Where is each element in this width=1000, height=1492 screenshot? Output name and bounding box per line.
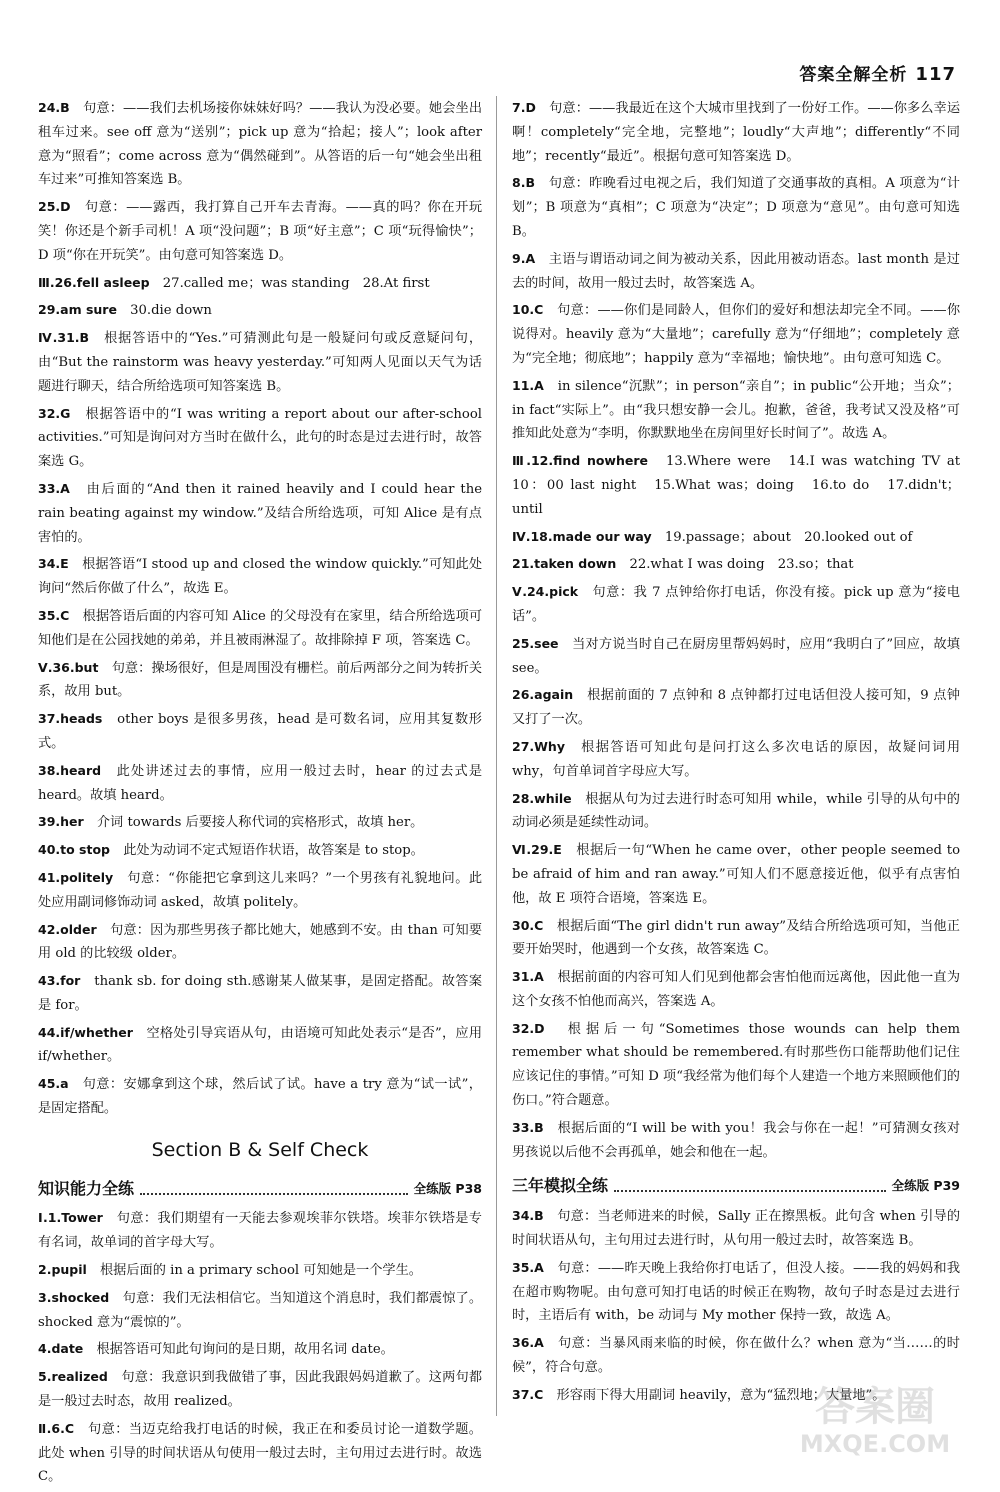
answer-label: 8.B [512,175,535,191]
answer-explanation: 根据从句为过去进行时态可知用 while，while 引导的从句中的动词必须是延续性动词。 [512,791,960,831]
answer-label: Ⅲ.26.fell asleep [38,274,150,290]
answer-label: 7.D [512,100,536,115]
answer-explanation: 30.die down [130,303,212,319]
section-bar-threeyear [512,1174,960,1198]
answer-label: 30.C [512,917,544,933]
answer-item [512,374,960,446]
answer-explanation: 13.Where were 14.I was watching TV at 10：00 last night 15.What was；doing 16.to do 17.didn't；until [512,454,961,517]
answer-label: 41.politely [38,869,114,885]
answer-label: 31.A [512,969,544,985]
answer-explanation: 根据答语后面的内容可知 Alice 的父母没有在家里，结合所给选项可知他们是在公园找她的弟弟，并且被雨淋湿了。故排除掉 F 项，答案选 C。 [38,608,483,648]
bar-reference: 全练版 P38 [413,1180,482,1196]
answer-label: 34.E [38,556,69,572]
answer-explanation: 根据后面的“I will be with you！我会与你在一起！”可猜测女孩对男孩说以后他不会再孤单，她会和他在一起。 [512,1120,961,1160]
answer-explanation: 句意：——昨天晚上我给你打电话了，但没人接。——我的妈妈和我在超市购物呢。由句意可知打电话的时候正在购物，故句子时态是过去进行时，主语后有 with，be 动词与 My mother 保持一致，故选 A。 [512,1260,961,1324]
answer-label: Ⅳ.18.made our way [512,528,652,544]
answer-item [38,1286,482,1335]
answer-label: 40.to stop [38,842,111,858]
answer-label: 44.if/whether [38,1024,133,1040]
answer-item [38,195,482,267]
answer-explanation: 根据答语可知此句是问打这么多次电话的原因，故疑问词用 why，句首单词首字母应大写。 [512,739,961,779]
answer-label: 38.heard [38,762,102,778]
answer-explanation: 句意：因为那些男孩子都比她大，她感到不安。由 than 可知要用 old 的比较级 older。 [38,922,483,962]
answer-explanation: 根据前面的内容可知人们见到他都会害怕他而远离他，因此他一直为这个女孩不怕他而高兴，答案选 A。 [512,970,961,1009]
answer-explanation: 27.called me；was standing 28.At first [162,275,430,291]
answer-label: 29.am sure [38,302,117,318]
answer-item [38,1206,482,1255]
answer-item [38,1072,482,1121]
answer-label: Ⅰ.1.Tower [38,1210,103,1226]
answer-label: 27.Why [512,738,565,754]
answer-item [512,171,960,243]
answer-item [512,298,960,370]
answer-label: 35.A [512,1259,544,1275]
answer-item [512,1116,960,1165]
answer-item [38,1021,482,1070]
answer-item [38,707,482,756]
answer-label: 11.A [512,377,544,393]
answer-explanation: 句意：——露西，我打算自己开车去青海。——真的吗？你在开玩笑！你还是个新手司机！A 项“没问题”；B 项“好主意”；C 项“玩得愉快”；D 项“你在开玩笑”。由句意可知答案选 D。 [38,200,483,263]
answer-label: Ⅱ.6.C [38,1420,75,1436]
answer-item [512,1204,960,1253]
answer-item [512,552,960,577]
answer-list-left-2 [38,1206,482,1489]
answer-item [38,1417,482,1489]
watermark-url: MXQE.COM [799,1430,951,1458]
answer-item [38,969,482,1018]
bar-dots [140,1183,408,1195]
answer-item [38,866,482,915]
answer-label: 24.B [38,100,70,115]
answer-item [512,965,960,1014]
answer-explanation: 句意：我意识到我做错了事，因此我跟妈妈道歉了。这两句都是一般过去时态，故用 realized。 [38,1370,483,1410]
answer-explanation: 此处为动词不定式短语作状语，故答案是 to stop。 [123,843,424,859]
answer-item [38,271,482,296]
page-number: 117 [915,64,956,85]
answer-explanation: 根据后面“The girl didn't run away”及结合所给选项可知，当他正要开始哭时，他遇到一个女孩，故答案选 C。 [512,918,960,958]
answer-item [38,838,482,863]
answer-item [38,810,482,835]
answer-item [512,449,960,521]
answer-explanation: 句意：当暴风雨来临的时候，你在做什么？when 意为“当……的时候”，符合句意。 [512,1336,960,1376]
answer-explanation: 根据答语中的“Yes.”可猜测此句是一般疑问句或反意疑问句，由“But the rainstorm was heavy yesterday.”可知两人见面以天气为话题进行聊天，结合所给选项可知答案选 B。 [38,331,483,394]
column-divider [496,96,497,1416]
answer-explanation: 根据答语中的“I was writing a report about our after-school activities.”可知是询问对方当时在做什么，此句的时态是过去进行时，故答案选 G。 [38,406,483,470]
answer-item [38,759,482,808]
answer-item [512,247,960,296]
answer-item [38,1365,482,1414]
answer-explanation: 19.passage；about 20.looked out of [664,529,913,545]
answer-explanation: in silence“沉默”；in person“亲自”；in public“公开地；当众”；in fact“实际上”。由“我只想安静一会儿。抱歉，爸爸，我考试又没及格”可推知此处意为“李明，你默默地坐在房间里好长时间了”。故选 A。 [512,378,960,442]
answer-label: 43.for [38,973,81,989]
answer-label: Ⅴ.24.pick [512,584,579,600]
left-column [38,96,482,1492]
answer-label: 5.realized [38,1369,108,1385]
answer-label: 34.B [512,1208,544,1224]
answer-item [38,552,482,601]
answer-label: 33.A [38,480,70,496]
answer-item [512,1256,960,1328]
answer-item [38,298,482,323]
answer-label: 26.again [512,687,574,703]
answer-explanation: 根据答语“I stood up and closed the window quickly.”可知此处询问“然后你做了什么”，故选 E。 [38,557,483,597]
answer-explanation: 句意：——你们是同龄人，但你们的爱好和想法却完全不同。——你说得对。heavily 意为“大量地”；carefully 意为“仔细地”；completely 意为“完全地；彻底地”；happily 意为“幸福地；愉快地”。由句意可知选 C。 [512,303,961,366]
answer-explanation: 句意：我 7 点钟给你打电话，你没有接。pick up 意为“接电话”。 [512,585,960,624]
answer-item [512,914,960,963]
answer-list-right [512,96,960,1164]
answer-item [512,1017,960,1113]
answer-label: 10.C [512,302,544,318]
answer-explanation: thank sb. for doing sth.感谢某人做某事，是固定搭配。故答案是 for。 [38,974,483,1013]
answer-explanation: 此处讲述过去的事情，应用一般过去时，hear 的过去式是 heard。故填 heard。 [38,763,483,803]
answer-item [38,96,482,192]
answer-explanation: 当对方说当时自己在厨房里帮妈妈时，应用“我明白了”回应，故填 see。 [512,636,960,676]
header-title: 答案全解全析 [799,65,908,85]
page-header [799,60,956,85]
bar-dots [614,1180,886,1192]
answer-item [38,477,482,549]
answer-explanation: 根据后面的 in a primary school 可知她是一个学生。 [100,1263,422,1279]
answer-item [38,604,482,653]
answer-item [512,683,960,732]
answer-explanation: 空格处引导宾语从句，由语境可知此处表示“是否”，应用 if/whether。 [38,1025,483,1065]
answer-explanation: 根据后一句“When he came over，other people seemed to be afraid of him and ran away.”可知人们不愿意接近他，似乎有点害怕他，故 E 项符合语境，答案选 E。 [512,843,961,906]
answer-explanation: 22.what I was doing 23.so；that [629,557,854,573]
answer-label: 45.a [38,1076,69,1092]
answer-explanation: 由后面的“And then it rained heavily and I could hear the rain beating against my window.”及结合所给选项，可知 Alice 是有点害怕的。 [38,481,483,545]
answer-item [512,632,960,681]
answer-label: 9.A [512,250,536,266]
answer-item [38,326,482,398]
answer-item [38,656,482,705]
answer-explanation: 根据答语可知此句询问的是日期，故用名词 date。 [96,1342,394,1358]
section-bar-knowledge [38,1177,482,1201]
answer-explanation: 句意：“你能把它拿到这儿来吗？”一个男孩有礼貌地问。此处应用副词修饰动词 asked，故填 politely。 [38,870,483,910]
answer-explanation: 句意：操场很好，但是周围没有栅栏。前后两部分之间为转折关系，故用 but。 [38,660,483,700]
answer-item [512,525,960,550]
answer-explanation: 句意：昨晚看过电视之后，我们知道了交通事故的真相。A 项意为“计划”；B 项意为“真相”；C 项意为“决定”；D 项意为“意见”。由句意可知选 B。 [512,176,960,239]
answer-explanation: 根据后一句“Sometimes those wounds can help them remember what should be remembered.有时那些伤口能帮助他们记住应该记住的事情。”可知 D 项“我经常为他们每个人建造一个地方来照顾他们的伤口。”符合题意。 [512,1021,961,1109]
answer-label: Ⅳ.31.B [38,330,90,346]
answer-item [512,735,960,784]
answer-label: 25.D [38,199,71,215]
answer-item [512,838,960,910]
answer-label: 33.B [512,1119,544,1135]
bar-title: 三年模拟全练 [512,1176,609,1196]
answer-label: 4.date [38,1341,84,1357]
answer-explanation: 句意：安娜拿到这个球，然后试了试。have a try 意为“试一试”，是固定搭配。 [38,1077,482,1117]
answer-explanation: 句意：当老师进来的时候，Sally 正在擦黑板。此句含 when 引导的时间状语从句，主句用过去进行时，从句用一般过去时，故答案选 B。 [512,1209,961,1249]
right-column [512,96,960,1411]
answer-label: 36.A [512,1335,544,1351]
answer-label: 25.see [512,635,559,651]
answer-explanation: 句意：当迈克给我打电话的时候，我正在和委员讨论一道数学题。此处 when 引导的时间状语从句使用一般过去时，主句用过去进行时。故选 C。 [38,1421,482,1485]
bar-reference: 全练版 P39 [891,1178,960,1194]
answer-label: 42.older [38,921,97,937]
answer-explanation: 根据前面的 7 点钟和 8 点钟都打过电话但没人接可知，9 点钟又打了一次。 [512,688,960,728]
answer-label: 32.G [38,405,71,421]
answer-item [512,787,960,836]
answer-label: 21.taken down [512,556,617,572]
answer-label: Ⅵ.29.E [512,842,562,858]
section-title: Section B & Self Check [151,1138,369,1161]
answer-explanation: 句意：——我最近在这个大城市里找到了一份好工作。——你多么幸运啊！completely“完全地，完整地”；loudly“大声地”；differently“不同地”；recently“最近”。根据句意可知答案选 D。 [512,101,961,164]
answer-item [512,96,960,168]
answer-item [38,402,482,474]
answer-label: 35.C [38,607,70,623]
answer-explanation: 句意：我们无法相信它。当知道这个消息时，我们都震惊了。shocked 意为“震惊的”。 [38,1290,483,1330]
answer-explanation: 主语与谓语动词之间为被动关系，因此用被动语态。last month 是过去的时间，故用一般过去时，故答案选 A。 [512,251,960,291]
watermark-text: 答案圈 [815,1384,935,1430]
answer-explanation: 句意：我们期望有一天能去参观埃菲尔铁塔。埃菲尔铁塔是专有名词，故单词的首字母大写。 [38,1211,482,1251]
answer-label: 2.pupil [38,1262,87,1278]
bar-title: 知识能力全练 [38,1178,135,1198]
answer-explanation: 句意：——我们去机场接你妹妹好吗？——我认为没必要。她会坐出租车过来。see off 意为“送别”；pick up 意为“拾起；接人”；look after 意为“照看”；come across 意为“偶然碰到”。从答语的后一句“她会坐出租车过来”可推知答案选 B。 [38,101,483,188]
answer-list-left [38,96,482,1121]
answer-label: 32.D [512,1020,545,1036]
answer-label: 37.C [512,1386,544,1402]
answer-label: 37.heads [38,711,103,727]
answer-label: 28.while [512,790,572,806]
answer-label: 39.her [38,814,84,830]
answer-explanation: other boys 是很多男孩，head 是可数名词，应用其复数形式。 [38,712,482,751]
answer-label: Ⅴ.36.but [38,659,99,675]
answer-item [512,580,960,629]
answer-explanation: 介词 towards 后要接人称代词的宾格形式，故填 her。 [96,815,424,831]
answer-item [38,918,482,967]
watermark-logo [780,1372,970,1460]
answer-item [38,1258,482,1283]
answer-label: Ⅲ.12.find nowhere [512,453,648,469]
answer-item [38,1337,482,1362]
answer-label: 3.shocked [38,1289,110,1305]
answer-explanation: 形容雨下得大用副词 heavily，意为“猛烈地；大量地”。 [556,1387,886,1403]
